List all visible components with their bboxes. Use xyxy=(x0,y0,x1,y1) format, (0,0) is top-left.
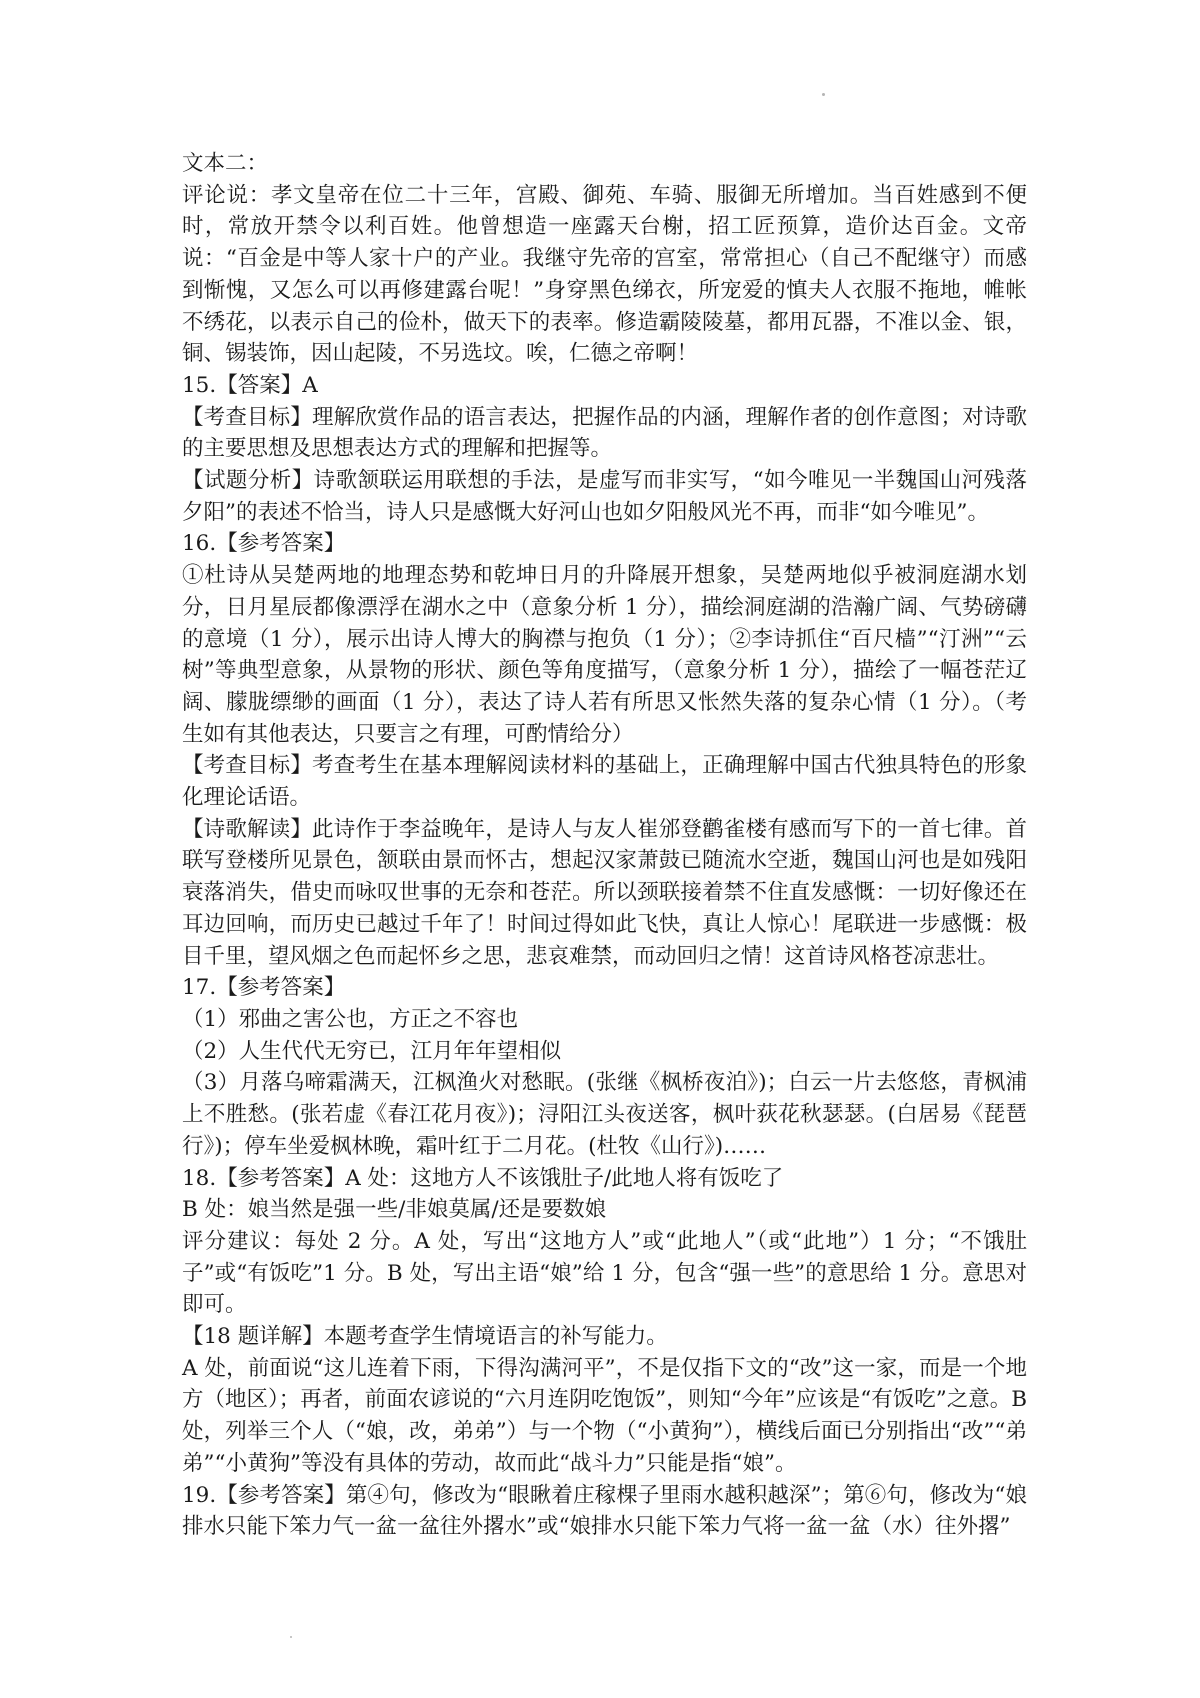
answer-16-heading: 16.【参考答案】 xyxy=(182,531,346,557)
answer-18-a: 18.【参考答案】A 处：这地方人不该饿肚子/此地人将有饭吃了 xyxy=(182,1165,784,1191)
answer-15: 15.【答案】A xyxy=(182,372,318,398)
scan-speck xyxy=(290,1636,292,1638)
analysis-15: 【试题分析】诗歌颔联运用联想的手法，是虚写而非实写，“如今唯见一半魏国山河残落夕阳”的表述不恰当，诗人只是感慨大好河山也如夕阳般风光不再，而非“如今唯见”。 xyxy=(182,468,1027,525)
section-heading-text-two: 文本二： xyxy=(182,151,269,176)
objective-16: 【考查目标】考查考生在基本理解阅读材料的基础上，正确理解中国古代独具特色的形象化理论话语。 xyxy=(182,753,1027,811)
detail-18-body: A 处，前面说“这儿连着下雨，下得沟满河平”，不是仅指下文的“改”这一家，而是一个地方（地区）；再者，前面农谚说的“六月连阴吃饱饭”，则知“今年”应该是“有饭吃”之意。B 处，列举三个人（“娘，改，弟弟”）与一个物（“小黄狗”），横线后面已分别指出“改”“弟弟”“小黄狗”等没有具体的劳动，故而此“战斗力”只能是指“娘”。 xyxy=(182,1355,1028,1476)
detail-18-heading: 【18 题详解】本题考查学生情境语言的补写能力。 xyxy=(182,1324,668,1350)
answer-18-b: B 处：娘当然是强一些/非娘莫属/还是要数娘 xyxy=(182,1197,607,1223)
scoring-18: 评分建议：每处 2 分。A 处，写出“这地方人”或“此地人”（或“此地”）1 分；“不饿肚子”或“有饭吃”1 分。B 处，写出主语“娘”给 1 分，包含“强一些”的意思给 1 分。意思对即可。 xyxy=(182,1228,1027,1318)
commentary-paragraph: 评论说：孝文皇帝在位二十三年，宫殿、御苑、车骑、服御无所增加。当百姓感到不便时，常放开禁令以利百姓。他曾想造一座露天台榭，招工匠预算，造价达百金。文帝说：“百金是中等人家十户的产业。我继守先帝的宫室，常常担心（自己不配继守）而感到惭愧，又怎么可以再修建露台呢！”身穿黑色绨衣，所宠爱的慎夫人衣服不拖地，帷帐不绣花，以表示自己的俭朴，做天下的表率。修造霸陵陵墓，都用瓦器，不准以金、银，铜、锡装饰，因山起陵，不另选坟。唉，仁德之帝啊！ xyxy=(182,182,1027,367)
answer-17-item-3: （3）月落乌啼霜满天，江枫渔火对愁眠。(张继《枫桥夜泊》)；白云一片去悠悠，青枫浦上不胜愁。(张若虚《春江花月夜》)；浔阳江头夜送客，枫叶荻花秋瑟瑟。(白居易《琵琶行》)；停车坐爱枫林晚，霜叶红于二月花。(杜牧《山行》)…… xyxy=(182,1070,1027,1159)
answer-16-body: ①杜诗从吴楚两地的地理态势和乾坤日月的升降展开想象，吴楚两地似乎被洞庭湖水划分，日月星辰都像漂浮在湖水之中（意象分析 1 分），描绘洞庭湖的浩瀚广阔、气势磅礴的意境（1 分），展示出诗人博大的胸襟与抱负（1 分）；②李诗抓住“百尺樯”“汀洲”“云树”等典型意象，从景物的形状、颜色等角度描写，（意象分析 1 分），描绘了一幅苍茫辽阔、朦胧缥缈的画面（1 分），表达了诗人若有所思又怅然失落的复杂心情（1 分）。（考生如有其他表达，只要言之有理，可酌情给分） xyxy=(182,563,1027,747)
answer-17-item-2: （2）人生代代无穷已，江月年年望相似 xyxy=(182,1038,562,1064)
scan-speck xyxy=(822,93,825,96)
answer-17-heading: 17.【参考答案】 xyxy=(182,975,346,1001)
objective-15: 【考查目标】理解欣赏作品的语言表达，把握作品的内涵，理解作者的创作意图；对诗歌的主要思想及思想表达方式的理解和把握等。 xyxy=(182,404,1027,462)
poem-interpretation: 【诗歌解读】此诗作于李益晚年，是诗人与友人崔邠登鹳雀楼有感而写下的一首七律。首联写登楼所见景色，颔联由景而怀古，想起汉家萧鼓已随流水空逝，魏国山河也是如残阳衰落消失，借史而咏叹世事的无奈和苍茫。所以颈联接着禁不住直发感慨：一切好像还在耳边回响，而历史已越过千年了！时间过得如此飞快，真让人惊心！尾联进一步感慨：极目千里，望风烟之色而起怀乡之思，悲哀难禁，而动回归之情！这首诗风格苍凉悲壮。 xyxy=(182,816,1027,969)
answer-19: 19.【参考答案】第④句，修改为“眼瞅着庄稼棵子里雨水越积越深”；第⑥句，修改为“娘排水只能下笨力气一盆一盆往外撂水”或“娘排水只能下笨力气将一盆一盆（水）往外撂” xyxy=(182,1482,1027,1540)
answer-17-item-1: （1）邪曲之害公也，方正之不容也 xyxy=(182,1006,519,1032)
document-body xyxy=(182,148,1027,1543)
